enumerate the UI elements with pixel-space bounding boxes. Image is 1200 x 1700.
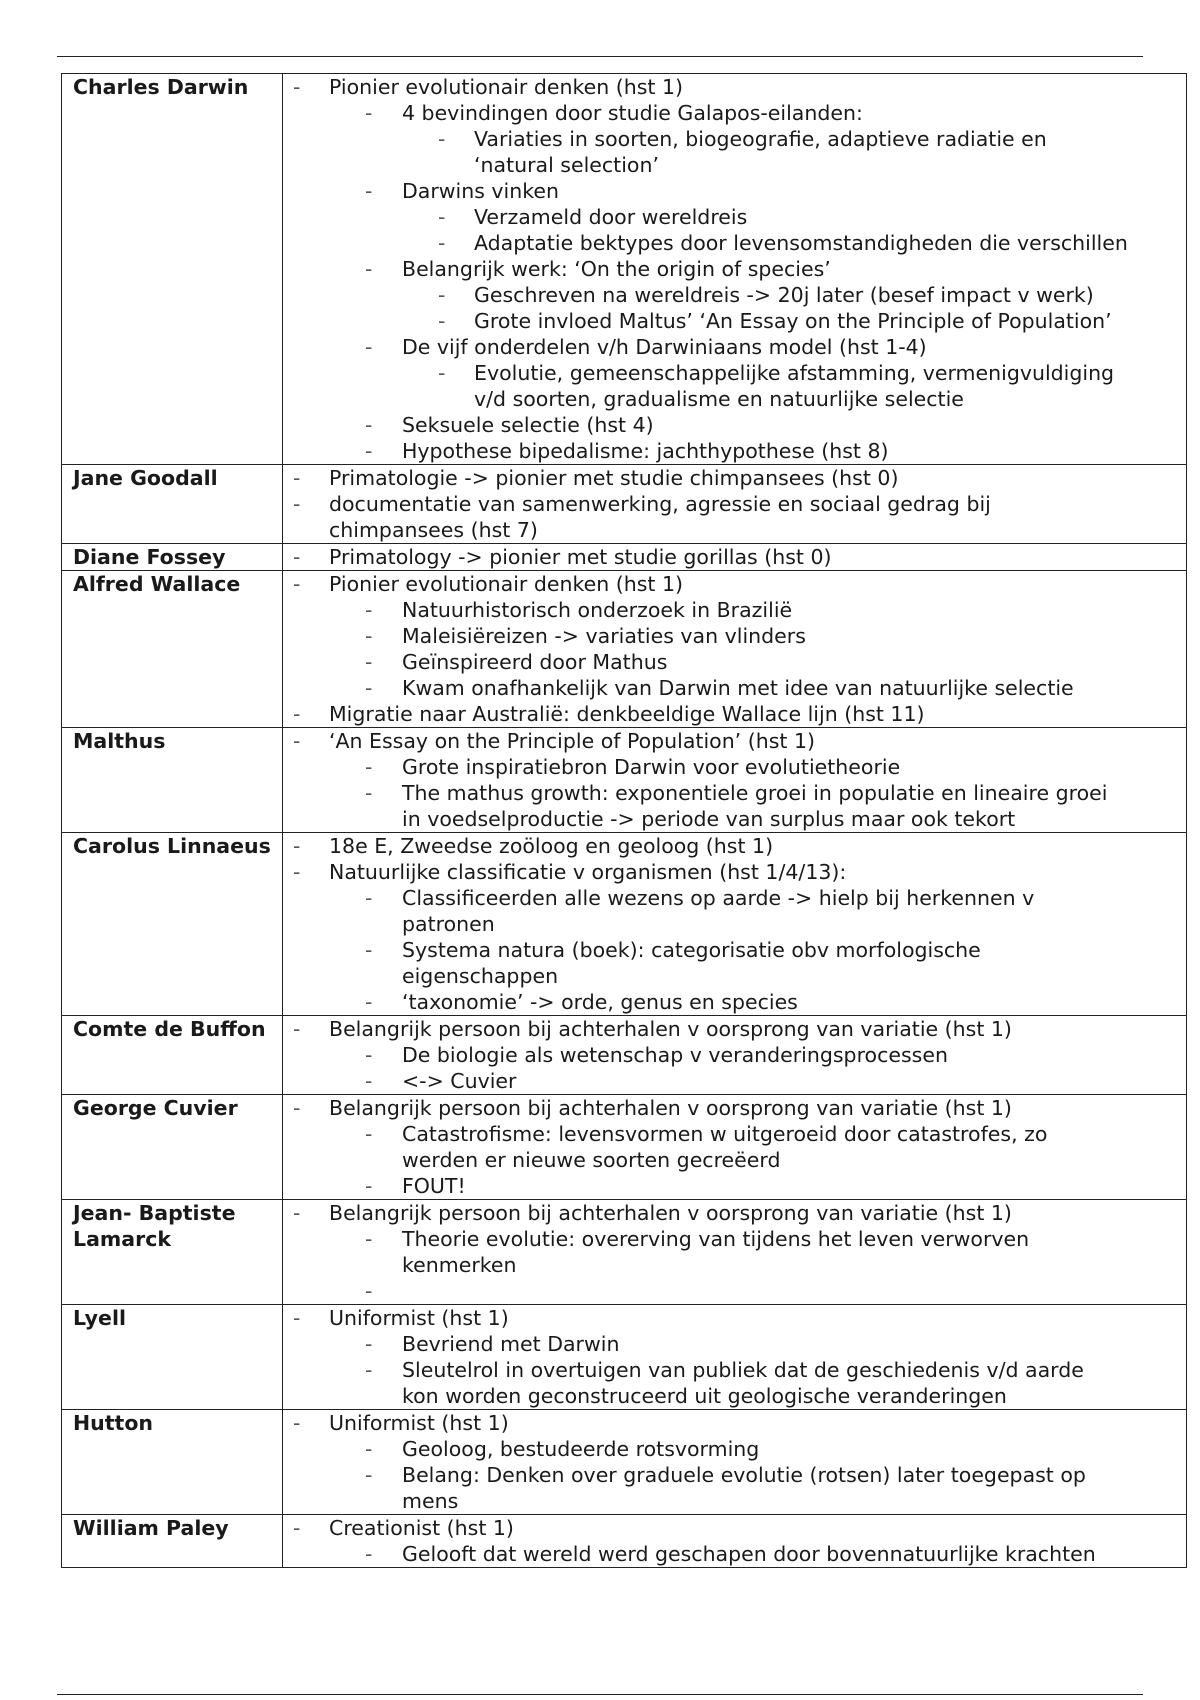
note-continuation: [283, 1252, 1186, 1278]
note-item: [283, 282, 1186, 308]
note-text: Sleutelrol in overtuigen van publiek dat de geschiedenis v/d aarde: [402, 1358, 1084, 1382]
table-row: [62, 74, 1187, 465]
note-text: Belangrijk persoon bij achterhalen v oorsprong van variatie (hst 1): [329, 1017, 1012, 1041]
note-text: Geschreven na wereldreis -> 20j later (besef impact v werk): [474, 283, 1094, 307]
note-item: [283, 675, 1186, 701]
person-name: Alfred Wallace: [62, 571, 283, 728]
dash-bullet-icon: -: [293, 729, 301, 753]
note-item: [283, 833, 1186, 859]
note-item: [283, 1068, 1186, 1094]
note-text: Pionier evolutionair denken (hst 1): [329, 75, 683, 99]
note-item: [283, 1200, 1186, 1226]
note-item: [283, 728, 1186, 754]
note-item: [283, 1173, 1186, 1199]
note-continuation: [283, 806, 1186, 832]
note-item: [283, 491, 1186, 517]
person-name: George Cuvier: [62, 1095, 283, 1200]
note-item: [283, 1331, 1186, 1357]
dash-bullet-icon: -: [365, 755, 373, 779]
note-text: in voedselproductie -> periode van surplus maar ook tekort: [402, 807, 1016, 831]
dash-bullet-icon: -: [293, 860, 301, 884]
note-item: [283, 256, 1186, 282]
note-text: Pionier evolutionair denken (hst 1): [329, 572, 683, 596]
note-text: Grote inspiratiebron Darwin voor evolutietheorie: [402, 755, 901, 779]
person-notes: [283, 1305, 1187, 1410]
note-text: Uniformist (hst 1): [329, 1411, 509, 1435]
table-row: [62, 1016, 1187, 1095]
note-text: De vijf onderdelen v/h Darwiniaans model (hst 1-4): [402, 335, 927, 359]
dash-bullet-icon: -: [293, 1516, 301, 1540]
note-text: eigenschappen: [402, 964, 559, 988]
note-item: [283, 1042, 1186, 1068]
note-item: [283, 1436, 1186, 1462]
dash-bullet-icon: -: [365, 990, 373, 1014]
dash-bullet-icon: -: [365, 1542, 373, 1566]
person-notes: [283, 728, 1187, 833]
dash-bullet-icon: -: [365, 1332, 373, 1356]
dash-bullet-icon: -: [365, 1069, 373, 1093]
table-row: [62, 571, 1187, 728]
dash-bullet-icon: -: [293, 492, 301, 516]
note-text: Geïnspireerd door Mathus: [402, 650, 668, 674]
note-text: Natuurlijke classificatie v organismen (hst 1/4/13):: [329, 860, 847, 884]
note-item: [283, 937, 1186, 963]
note-text: Natuurhistorisch onderzoek in Brazilië: [402, 598, 793, 622]
note-text: Belang: Denken over graduele evolutie (rotsen) later toegepast op: [402, 1463, 1086, 1487]
person-name: Lyell: [62, 1305, 283, 1410]
table-row: [62, 1515, 1187, 1568]
note-text: Primatology -> pionier met studie gorillas (hst 0): [329, 545, 832, 569]
note-text: kenmerken: [402, 1253, 517, 1277]
note-continuation: [283, 152, 1186, 178]
table-row: [62, 1410, 1187, 1515]
note-text: FOUT!: [402, 1174, 466, 1198]
note-text: patronen: [402, 912, 495, 936]
note-item: [283, 1278, 1186, 1304]
note-item: [283, 1541, 1186, 1567]
note-item: [283, 1462, 1186, 1488]
dash-bullet-icon: -: [293, 1096, 301, 1120]
person-name: Malthus: [62, 728, 283, 833]
table-row: [62, 833, 1187, 1016]
dash-bullet-icon: -: [438, 127, 446, 151]
note-continuation: [283, 386, 1186, 412]
dash-bullet-icon: -: [365, 179, 373, 203]
note-text: The mathus growth: exponentiele groei in populatie en lineaire groei: [402, 781, 1108, 805]
dash-bullet-icon: -: [365, 886, 373, 910]
dash-bullet-icon: -: [438, 283, 446, 307]
note-text: Maleisiëreizen -> variaties van vlinders: [402, 624, 806, 648]
dash-bullet-icon: -: [365, 938, 373, 962]
dash-bullet-icon: -: [365, 335, 373, 359]
note-continuation: [283, 1147, 1186, 1173]
dash-bullet-icon: -: [365, 781, 373, 805]
note-text: v/d soorten, gradualisme en natuurlijke selectie: [474, 387, 964, 411]
note-item: [283, 438, 1186, 464]
note-text: Catastrofisme: levensvormen w uitgeroeid door catastrofes, zo: [402, 1122, 1048, 1146]
note-item: [283, 412, 1186, 438]
note-text: Variaties in soorten, biogeografie, adaptieve radiatie en: [474, 127, 1047, 151]
person-name: William Paley: [62, 1515, 283, 1568]
dash-bullet-icon: -: [293, 702, 301, 726]
note-item: [283, 360, 1186, 386]
note-item: [283, 544, 1186, 570]
dash-bullet-icon: -: [293, 572, 301, 596]
note-text: 4 bevindingen door studie Galapos-eilanden:: [402, 101, 863, 125]
note-text: ‘natural selection’: [474, 153, 659, 177]
note-text: ‘An Essay on the Principle of Population’ (hst 1): [329, 729, 815, 753]
note-item: [283, 649, 1186, 675]
note-text: chimpansees (hst 7): [329, 518, 538, 542]
note-item: [283, 126, 1186, 152]
dash-bullet-icon: -: [293, 466, 301, 490]
header-rule: [57, 56, 1143, 57]
note-item: [283, 204, 1186, 230]
person-notes: [283, 1410, 1187, 1515]
note-item: [283, 1121, 1186, 1147]
note-item: [283, 1515, 1186, 1541]
note-item: [283, 754, 1186, 780]
person-name: Comte de Buffon: [62, 1016, 283, 1095]
note-item: [283, 1016, 1186, 1042]
note-item: [283, 465, 1186, 491]
note-text: Adaptatie bektypes door levensomstandigheden die verschillen: [474, 231, 1128, 255]
table-row: [62, 1305, 1187, 1410]
person-name: Jean- Baptiste Lamarck: [62, 1200, 283, 1305]
person-notes: [283, 1200, 1187, 1305]
note-text: Belangrijk persoon bij achterhalen v oorsprong van variatie (hst 1): [329, 1096, 1012, 1120]
note-text: Primatologie -> pionier met studie chimpansees (hst 0): [329, 466, 899, 490]
note-text: mens: [402, 1489, 459, 1513]
dash-bullet-icon: -: [365, 1358, 373, 1382]
note-text: Geoloog, bestudeerde rotsvorming: [402, 1437, 760, 1461]
note-text: ‘taxonomie’ -> orde, genus en species: [402, 990, 798, 1014]
person-notes: [283, 1515, 1187, 1568]
dash-bullet-icon: -: [293, 75, 301, 99]
note-text: documentatie van samenwerking, agressie en sociaal gedrag bij: [329, 492, 991, 516]
note-continuation: [283, 1383, 1186, 1409]
dash-bullet-icon: -: [293, 1017, 301, 1041]
table-row: [62, 728, 1187, 833]
person-name: Charles Darwin: [62, 74, 283, 465]
person-notes: [283, 833, 1187, 1016]
note-item: [283, 701, 1186, 727]
note-continuation: [283, 911, 1186, 937]
note-text: Creationist (hst 1): [329, 1516, 514, 1540]
dash-bullet-icon: -: [293, 1306, 301, 1330]
note-text: Hypothese bipedalisme: jachthypothese (hst 8): [402, 439, 889, 463]
note-text: Grote invloed Maltus’ ‘An Essay on the Principle of Population’: [474, 309, 1112, 333]
note-text: Belangrijk persoon bij achterhalen v oorsprong van variatie (hst 1): [329, 1201, 1012, 1225]
dash-bullet-icon: -: [365, 101, 373, 125]
note-text: Bevriend met Darwin: [402, 1332, 620, 1356]
note-text: Migratie naar Australië: denkbeeldige Wallace lijn (hst 11): [329, 702, 925, 726]
dash-bullet-icon: -: [438, 361, 446, 385]
note-text: Theorie evolutie: overerving van tijdens het leven verworven: [402, 1227, 1030, 1251]
note-item: [283, 989, 1186, 1015]
note-item: [283, 1095, 1186, 1121]
dash-bullet-icon: -: [365, 1043, 373, 1067]
note-text: werden er nieuwe soorten gecreëerd: [402, 1148, 781, 1172]
person-notes: [283, 1016, 1187, 1095]
dash-bullet-icon: -: [365, 413, 373, 437]
note-item: [283, 230, 1186, 256]
note-item: [283, 623, 1186, 649]
note-item: [283, 178, 1186, 204]
person-notes: [283, 571, 1187, 728]
table-row: [62, 1095, 1187, 1200]
dash-bullet-icon: -: [438, 309, 446, 333]
note-item: [283, 859, 1186, 885]
note-text: Gelooft dat wereld werd geschapen door bovennatuurlijke krachten: [402, 1542, 1096, 1566]
person-notes: [283, 544, 1187, 571]
note-item: [283, 597, 1186, 623]
notes-table: [61, 73, 1187, 1568]
note-text: kon worden geconstruceerd uit geologische veranderingen: [402, 1384, 1007, 1408]
dash-bullet-icon: -: [438, 205, 446, 229]
note-text: Verzameld door wereldreis: [474, 205, 748, 229]
dash-bullet-icon: -: [365, 598, 373, 622]
dash-bullet-icon: -: [293, 545, 301, 569]
note-item: [283, 1226, 1186, 1252]
dash-bullet-icon: -: [365, 1227, 373, 1251]
person-name: Carolus Linnaeus: [62, 833, 283, 1016]
note-continuation: [283, 517, 1186, 543]
dash-bullet-icon: -: [365, 676, 373, 700]
note-text: Darwins vinken: [402, 179, 559, 203]
dash-bullet-icon: -: [365, 1463, 373, 1487]
person-name: Diane Fossey: [62, 544, 283, 571]
notes-table-body: [62, 74, 1187, 1568]
note-text: <-> Cuvier: [402, 1069, 517, 1093]
dash-bullet-icon: -: [365, 1279, 373, 1303]
person-name: Hutton: [62, 1410, 283, 1515]
person-name: Jane Goodall: [62, 465, 283, 544]
note-continuation: [283, 963, 1186, 989]
dash-bullet-icon: -: [438, 231, 446, 255]
footer-rule: [57, 1694, 1143, 1695]
dash-bullet-icon: -: [293, 1201, 301, 1225]
note-item: [283, 780, 1186, 806]
note-item: [283, 334, 1186, 360]
dash-bullet-icon: -: [365, 650, 373, 674]
dash-bullet-icon: -: [293, 834, 301, 858]
person-notes: [283, 1095, 1187, 1200]
note-text: Uniformist (hst 1): [329, 1306, 509, 1330]
dash-bullet-icon: -: [293, 1411, 301, 1435]
dash-bullet-icon: -: [365, 439, 373, 463]
table-row: [62, 1200, 1187, 1305]
note-text: [402, 1279, 409, 1303]
note-text: Classificeerden alle wezens op aarde -> hielp bij herkennen v: [402, 886, 1035, 910]
dash-bullet-icon: -: [365, 1122, 373, 1146]
note-text: Systema natura (boek): categorisatie obv morfologische: [402, 938, 981, 962]
note-item: [283, 74, 1186, 100]
note-text: Seksuele selectie (hst 4): [402, 413, 654, 437]
note-text: 18e E, Zweedse zoöloog en geoloog (hst 1): [329, 834, 774, 858]
table-row: [62, 544, 1187, 571]
note-item: [283, 1357, 1186, 1383]
note-text: Kwam onafhankelijk van Darwin met idee van natuurlijke selectie: [402, 676, 1074, 700]
note-item: [283, 100, 1186, 126]
note-item: [283, 308, 1186, 334]
note-item: [283, 1305, 1186, 1331]
dash-bullet-icon: -: [365, 624, 373, 648]
table-row: [62, 465, 1187, 544]
note-text: Evolutie, gemeenschappelijke afstamming, vermenigvuldiging: [474, 361, 1115, 385]
person-notes: [283, 74, 1187, 465]
note-text: De biologie als wetenschap v veranderingsprocessen: [402, 1043, 948, 1067]
note-text: Belangrijk werk: ‘On the origin of species’: [402, 257, 831, 281]
note-item: [283, 571, 1186, 597]
dash-bullet-icon: -: [365, 1437, 373, 1461]
dash-bullet-icon: -: [365, 1174, 373, 1198]
dash-bullet-icon: -: [365, 257, 373, 281]
person-notes: [283, 465, 1187, 544]
note-continuation: [283, 1488, 1186, 1514]
note-item: [283, 1410, 1186, 1436]
note-item: [283, 885, 1186, 911]
